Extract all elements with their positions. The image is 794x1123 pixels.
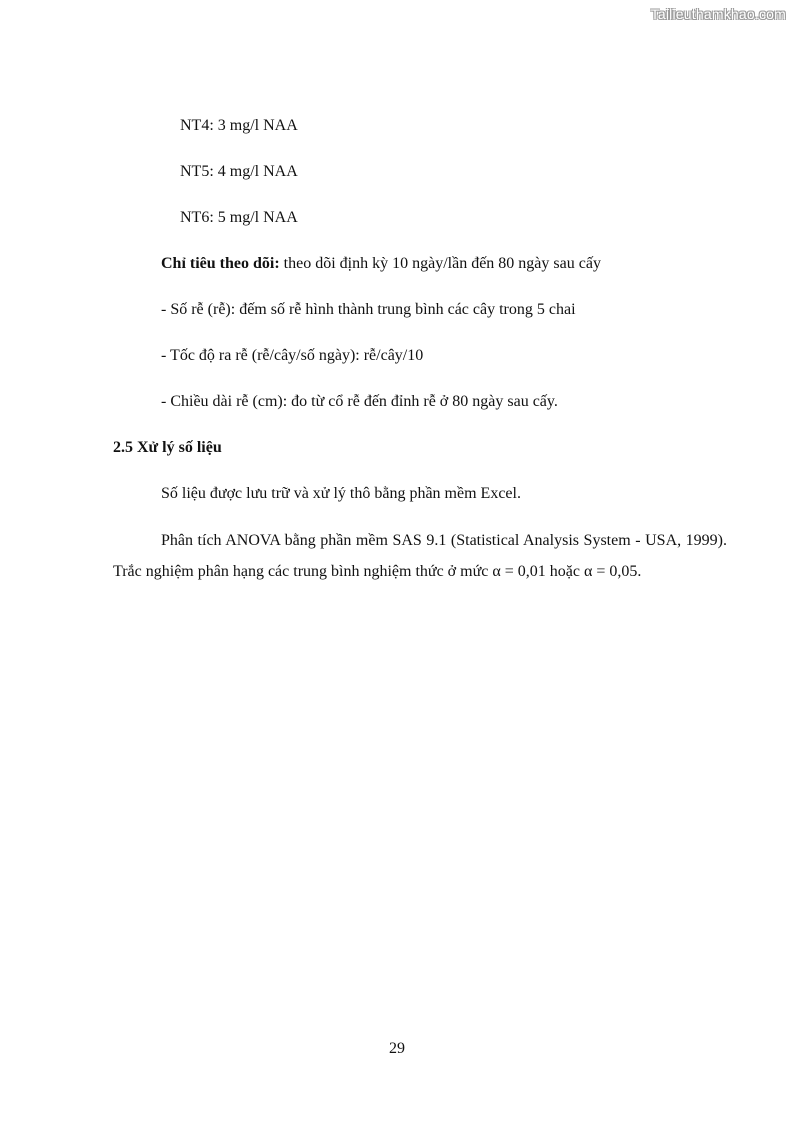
criteria-line — [161, 254, 601, 274]
treatment-line: NT6: 5 mg/l NAA — [180, 209, 298, 226]
paragraph: Phân tích ANOVA bằng phần mềm SAS 9.1 (Statistical Analysis System - USA, 1999). Trắc nghiệm phân hạng các trung bình nghiệm thức ở mức α = 0,01 hoặc α = 0,05. — [113, 532, 727, 580]
criteria-item: - Số rễ (rễ): đếm số rễ hình thành trung bình các cây trong 5 chai — [161, 301, 576, 318]
page-number: 29 — [389, 1040, 405, 1057]
criteria-label: Chỉ tiêu theo dõi: — [161, 255, 280, 272]
criteria-item: - Chiều dài rễ (cm): đo từ cổ rễ đến đỉnh rễ ở 80 ngày sau cấy. — [161, 393, 558, 410]
section-heading: 2.5 Xử lý số liệu — [113, 439, 222, 456]
criteria-text: theo dõi định kỳ 10 ngày/lần đến 80 ngày sau cấy — [279, 255, 601, 272]
treatment-line: NT4: 3 mg/l NAA — [180, 117, 298, 134]
treatment-line: NT5: 4 mg/l NAA — [180, 163, 298, 180]
criteria-item: - Tốc độ ra rễ (rễ/cây/số ngày): rễ/cây/10 — [161, 347, 424, 364]
watermark-text: Tailieuthamkhao.com — [650, 6, 786, 22]
paragraph: Số liệu được lưu trữ và xử lý thô bằng phần mềm Excel. — [161, 485, 521, 502]
